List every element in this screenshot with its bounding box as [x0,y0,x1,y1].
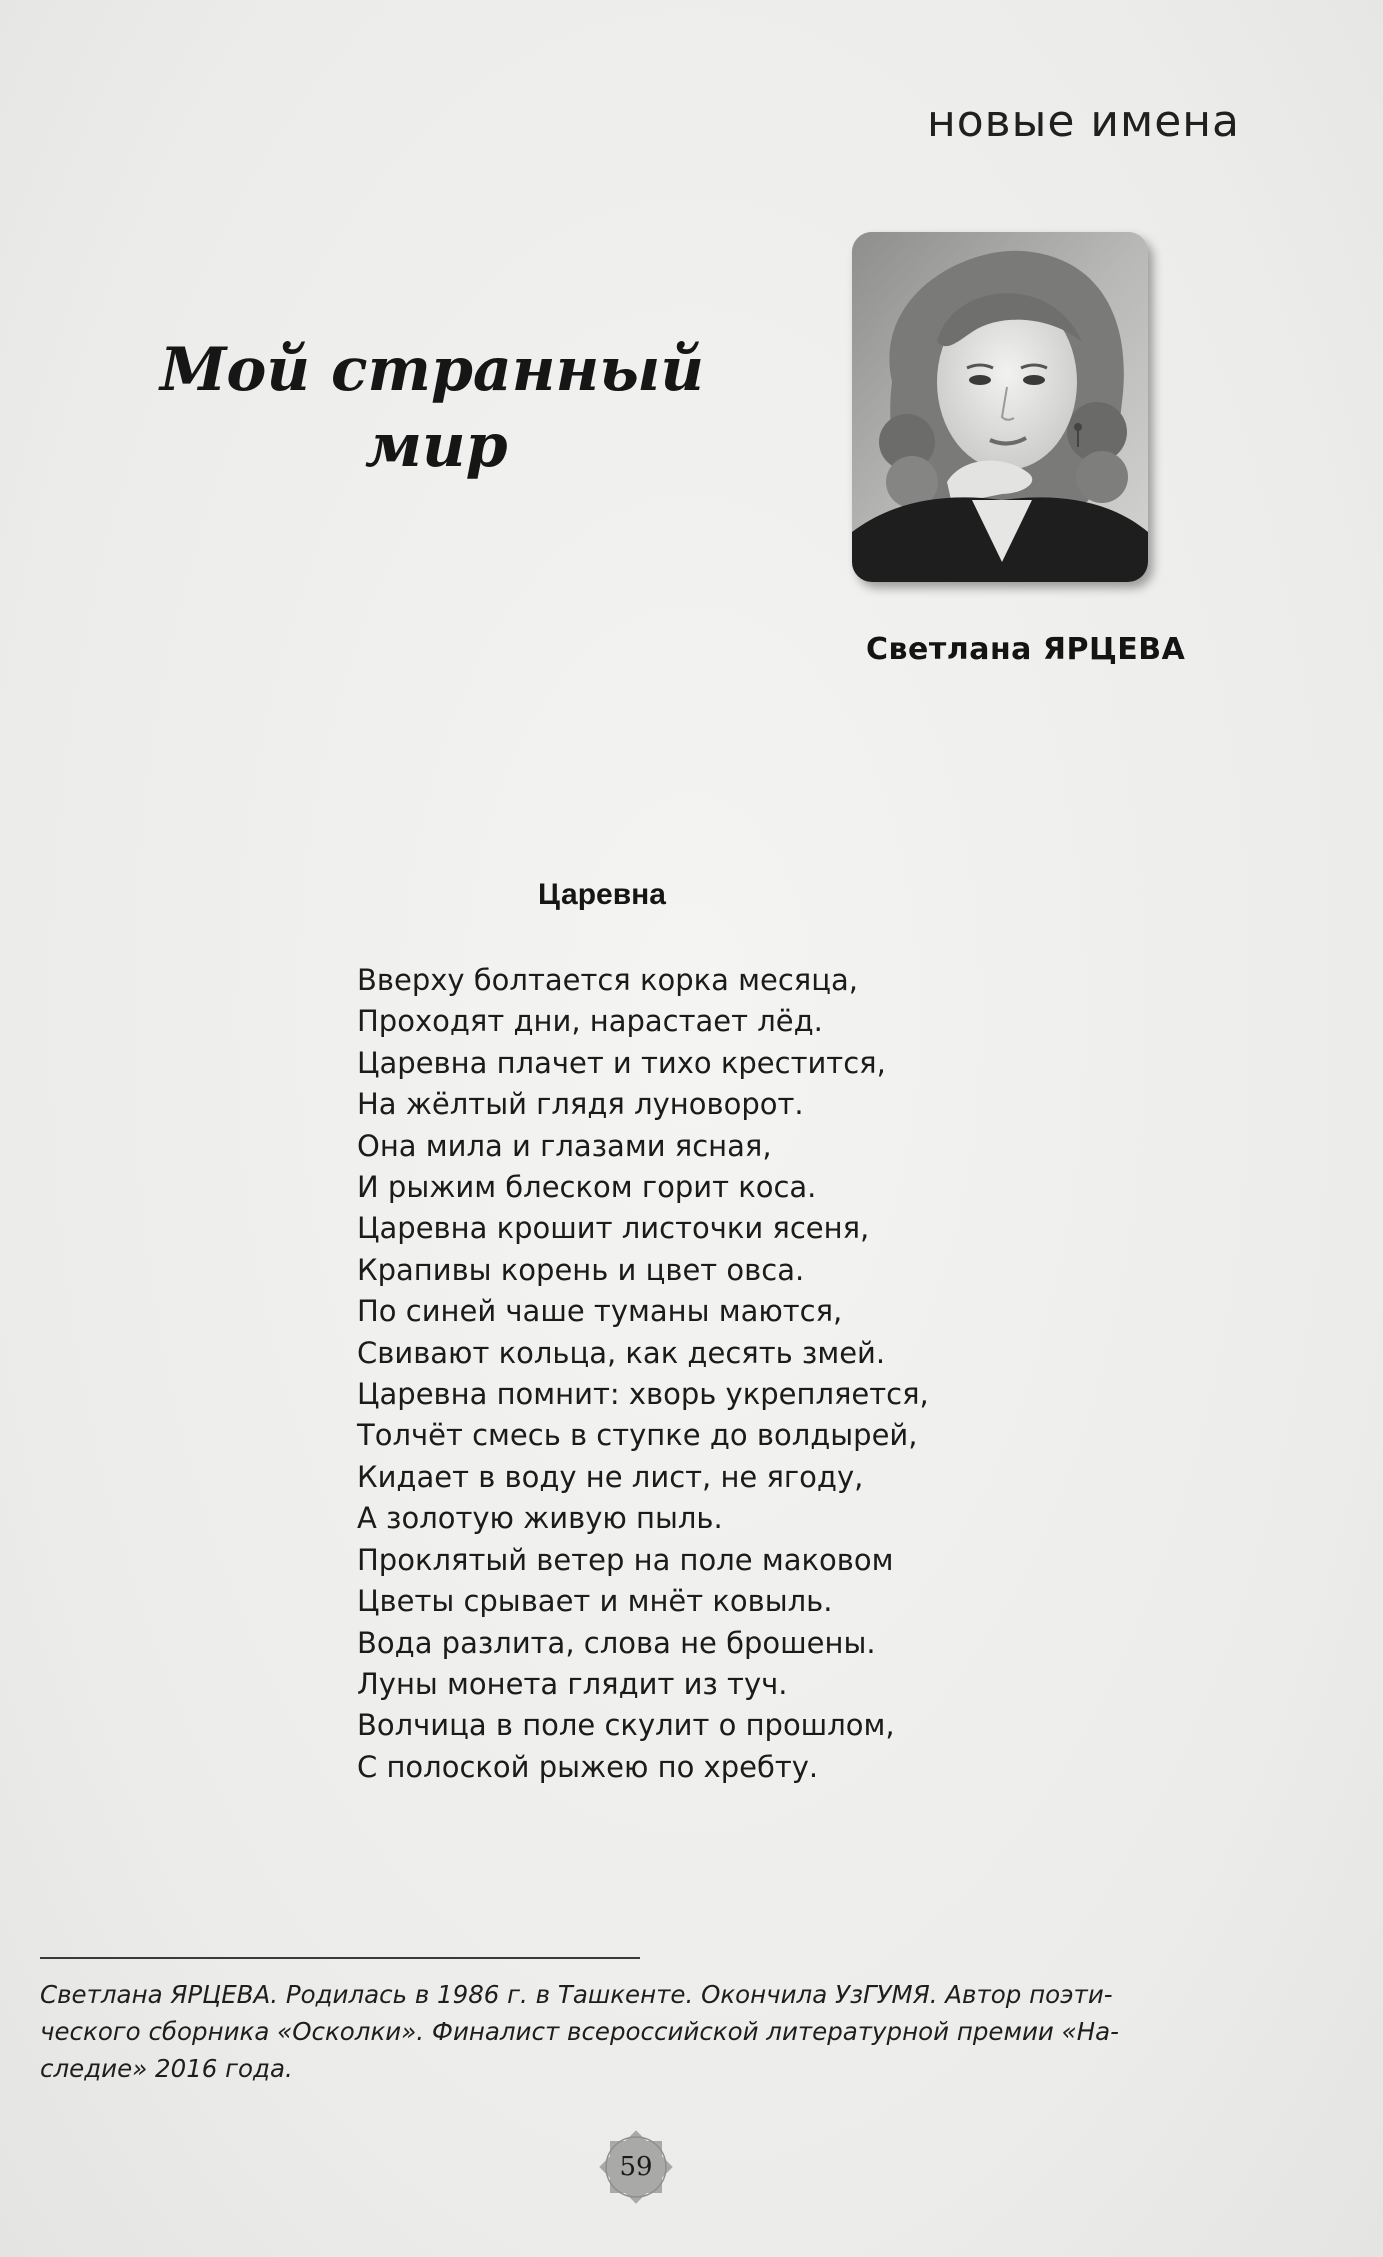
poem-line: Проклятый ветер на поле маковом [357,1542,894,1577]
poem-line: Волчица в поле скулит о прошлом, [357,1708,895,1743]
poem-line: Проходят дни, нарастает лёд. [357,1004,823,1039]
article-title-line2: мир [365,411,508,481]
poem-line: Она мила и глазами ясная, [357,1128,772,1163]
poem-title: Царевна [538,878,666,911]
poem-line: Крапивы корень и цвет овса. [357,1252,805,1287]
poem-line: А золотую живую пыль. [357,1501,723,1536]
article-title [160,332,760,484]
poem-line: Цветы срывает и мнёт ковыль. [357,1584,833,1619]
poem-line: Царевна помнит: хворь укрепляется, [357,1377,929,1412]
footnote-line: ческого сборника «Осколки». Финалист всероссийской литературной премии «На- [40,2017,1119,2046]
poem-line: Кидает в воду не лист, не ягоду, [357,1459,864,1494]
author-name: Светлана ЯРЦЕВА [866,632,1186,667]
poem-line: Царевна плачет и тихо крестится, [357,1045,886,1080]
poem-line: На жёлтый глядя луноворот. [357,1087,804,1122]
poem-line: Царевна крошит листочки ясеня, [357,1211,870,1246]
footnote-line: Светлана ЯРЦЕВА. Родилась в 1986 г. в Ташкенте. Окончила УзГУМЯ. Автор поэти- [40,1980,1113,2009]
poem-line: И рыжим блеском горит коса. [357,1170,817,1205]
page-number: 59 [619,2152,653,2182]
poem-line: Вода разлита, слова не брошены. [357,1625,876,1660]
author-photo [852,232,1148,582]
author-footnote [40,1976,1240,2087]
poem-text [357,960,1157,1788]
poem-line: С полоской рыжею по хребту. [357,1749,819,1784]
footnote-divider [40,1957,640,1959]
footnote-line: следие» 2016 года. [40,2054,293,2083]
poem-line: Вверху болтается корка месяца, [357,963,858,997]
poem-line: Луны монета глядит из туч. [357,1666,788,1701]
poem-line: Толчёт смесь в ступке до волдырей, [357,1418,918,1453]
article-title-line1: Мой странный [160,335,704,405]
poem-line: По синей чаше туманы маются, [357,1294,843,1329]
page-number-badge [594,2125,678,2209]
author-portrait-image [852,232,1148,582]
section-header: новые имена [926,96,1240,147]
poem-line: Свивают кольца, как десять змей. [357,1335,886,1370]
